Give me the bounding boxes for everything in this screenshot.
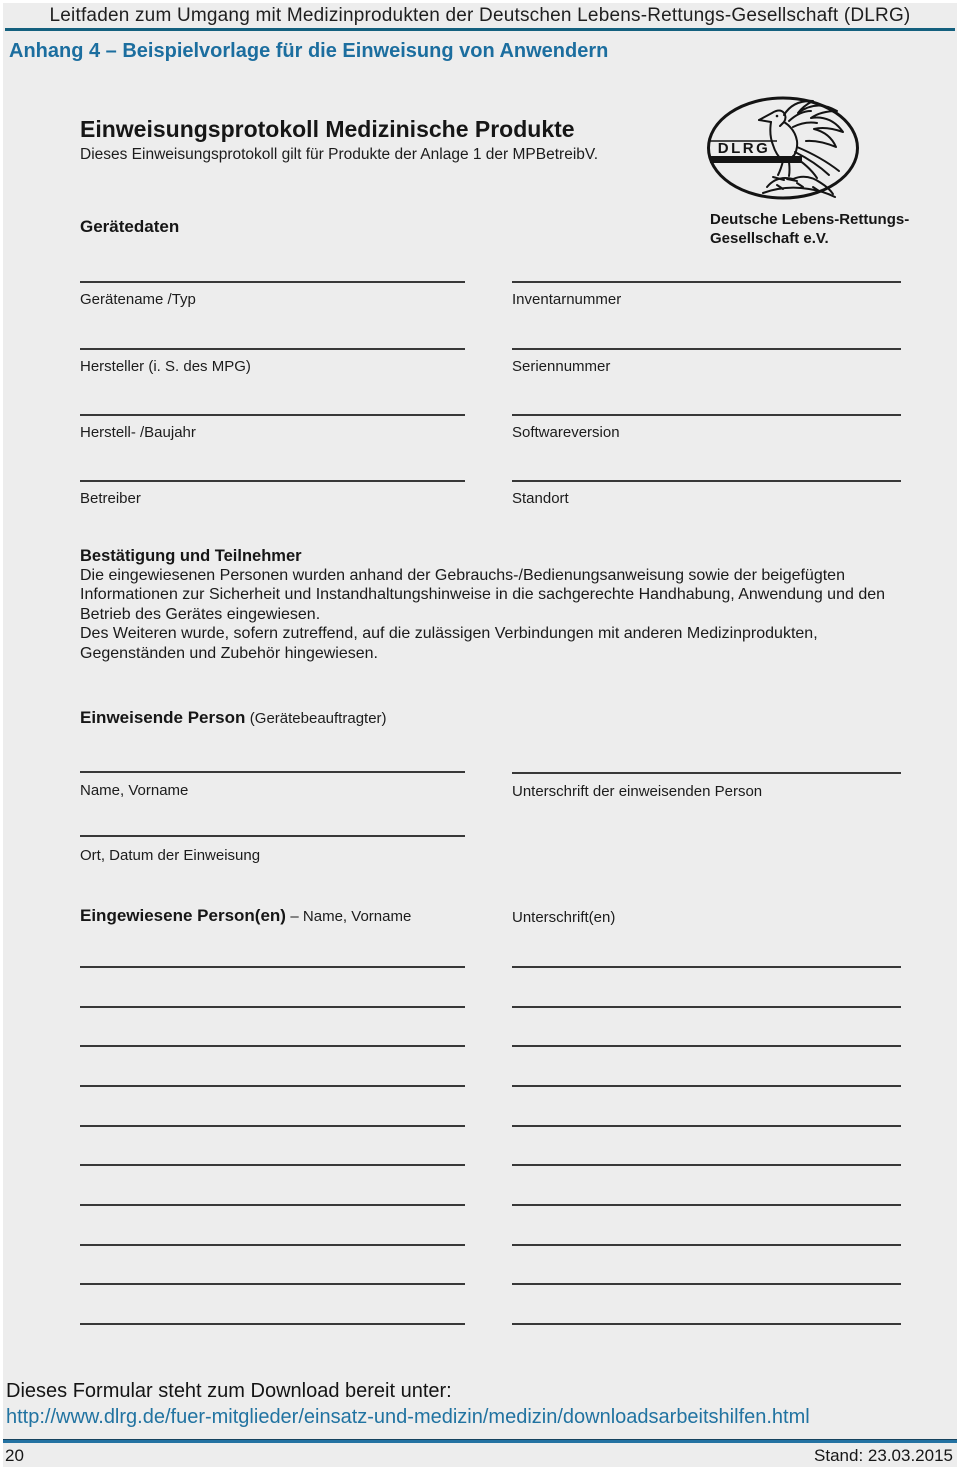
trainee-name-line bbox=[80, 1323, 465, 1325]
confirmation-paragraph-1: Die eingewiesenen Personen wurden anhand der Gebrauchs-/Bedienungsanweisung sowie der beigefügten Informationen zur Sicherheit und Instandhaltungshinweise in die sachgerechte Handhabung, Anwendung und den Betrieb des Gerätes eingewiesen. bbox=[80, 567, 886, 623]
field-label-softwareversion: Softwareversion bbox=[512, 424, 620, 441]
organization-name-line2: Gesellschaft e.V. bbox=[710, 230, 829, 247]
document-header-title: Leitfaden zum Umgang mit Medizinprodukten der Deutschen Lebens-Rettungs-Gesellschaft (DLRG) bbox=[49, 5, 911, 26]
organization-name-line1: Deutsche Lebens-Rettungs- bbox=[710, 211, 910, 228]
device-field-line bbox=[512, 480, 901, 482]
trainee-name-line bbox=[80, 1045, 465, 1047]
dlrg-acronym: DLRG bbox=[717, 140, 771, 157]
download-text: Dieses Formular steht zum Download bereit unter: bbox=[6, 1380, 452, 1402]
field-label-inventarnummer: Inventarnummer bbox=[512, 291, 622, 308]
trainee-name-line bbox=[80, 1283, 465, 1285]
instructor-name-line bbox=[80, 771, 465, 773]
field-label-seriennummer: Seriennummer bbox=[512, 358, 611, 375]
trainee-signature-line bbox=[512, 1323, 901, 1325]
trainee-name-line bbox=[80, 1085, 465, 1087]
trainee-name-line bbox=[80, 966, 465, 968]
instructor-heading bbox=[80, 708, 387, 728]
instructor-heading-note: (Gerätebeauftragter) bbox=[249, 710, 387, 727]
trainee-name-line bbox=[80, 1244, 465, 1246]
trainee-signature-line bbox=[512, 1085, 901, 1087]
trainee-name-line bbox=[80, 1006, 465, 1008]
field-label-standort: Standort bbox=[512, 490, 569, 507]
device-field-line bbox=[80, 281, 465, 283]
form-subtitle: Dieses Einweisungsprotokoll gilt für Produkte der Anlage 1 der MPBetreibV. bbox=[80, 146, 599, 163]
appendix-title: Anhang 4 – Beispielvorlage für die Einweisung von Anwendern bbox=[9, 40, 609, 62]
label-name-vorname: Name, Vorname bbox=[80, 782, 189, 799]
label-ort-datum: Ort, Datum der Einweisung bbox=[80, 847, 261, 864]
device-field-line bbox=[80, 414, 465, 416]
revision-date: Stand: 23.03.2015 bbox=[814, 1446, 953, 1465]
trainee-signature-line bbox=[512, 1125, 901, 1127]
download-link[interactable]: http://www.dlrg.de/fuer-mitglieder/einsatz-und-medizin/medizin/downloadsarbeitshilfen.html bbox=[6, 1406, 810, 1428]
trainee-signature-line bbox=[512, 1244, 901, 1246]
page-number: 20 bbox=[5, 1446, 24, 1465]
trainee-name-line bbox=[80, 1125, 465, 1127]
label-unterschrift-einweisende: Unterschrift der einweisenden Person bbox=[512, 783, 763, 800]
trainees-heading-bold: Eingewiesene Person(en) bbox=[80, 906, 286, 925]
confirmation-paragraphs bbox=[80, 566, 894, 663]
dlrg-eagle-logo-icon bbox=[705, 95, 861, 202]
device-field-line bbox=[80, 348, 465, 350]
field-label-geraetename: Gerätename /Typ bbox=[80, 291, 196, 308]
header-divider-rule bbox=[5, 28, 955, 31]
form-title: Einweisungsprotokoll Medizinische Produkte bbox=[80, 116, 575, 142]
device-field-line bbox=[512, 414, 901, 416]
trainees-heading bbox=[80, 906, 411, 926]
trainee-name-line bbox=[80, 1204, 465, 1206]
trainee-signature-line bbox=[512, 1283, 901, 1285]
confirmation-paragraph-2: Des Weiteren wurde, sofern zutreffend, auf die zulässigen Verbindungen mit anderen Medizinprodukten, Gegenständen und Zubehör hingewiesen. bbox=[80, 625, 818, 662]
form-page bbox=[3, 3, 957, 1467]
organization-name bbox=[710, 210, 909, 248]
device-data-heading: Gerätedaten bbox=[80, 217, 180, 236]
instructor-signature-line bbox=[512, 772, 901, 774]
dlrg-logo bbox=[705, 95, 861, 207]
trainee-signature-line bbox=[512, 1164, 901, 1166]
trainee-signature-line bbox=[512, 1006, 901, 1008]
field-label-hersteller: Hersteller (i. S. des MPG) bbox=[80, 358, 251, 375]
device-field-line bbox=[512, 281, 901, 283]
instructor-heading-bold: Einweisende Person bbox=[80, 708, 246, 727]
device-field-line bbox=[512, 348, 901, 350]
trainees-heading-note: – Name, Vorname bbox=[290, 908, 412, 925]
trainee-name-line bbox=[80, 1164, 465, 1166]
field-label-betreiber: Betreiber bbox=[80, 490, 141, 507]
trainees-signature-heading: Unterschrift(en) bbox=[512, 909, 616, 926]
confirmation-heading: Bestätigung und Teilnehmer bbox=[80, 547, 302, 565]
device-field-line bbox=[80, 480, 465, 482]
trainee-signature-line bbox=[512, 1045, 901, 1047]
trainee-signature-line bbox=[512, 1204, 901, 1206]
footer-divider-rule bbox=[3, 1439, 957, 1443]
field-label-baujahr: Herstell- /Baujahr bbox=[80, 424, 196, 441]
instructor-date-line bbox=[80, 835, 465, 837]
trainee-signature-line bbox=[512, 966, 901, 968]
